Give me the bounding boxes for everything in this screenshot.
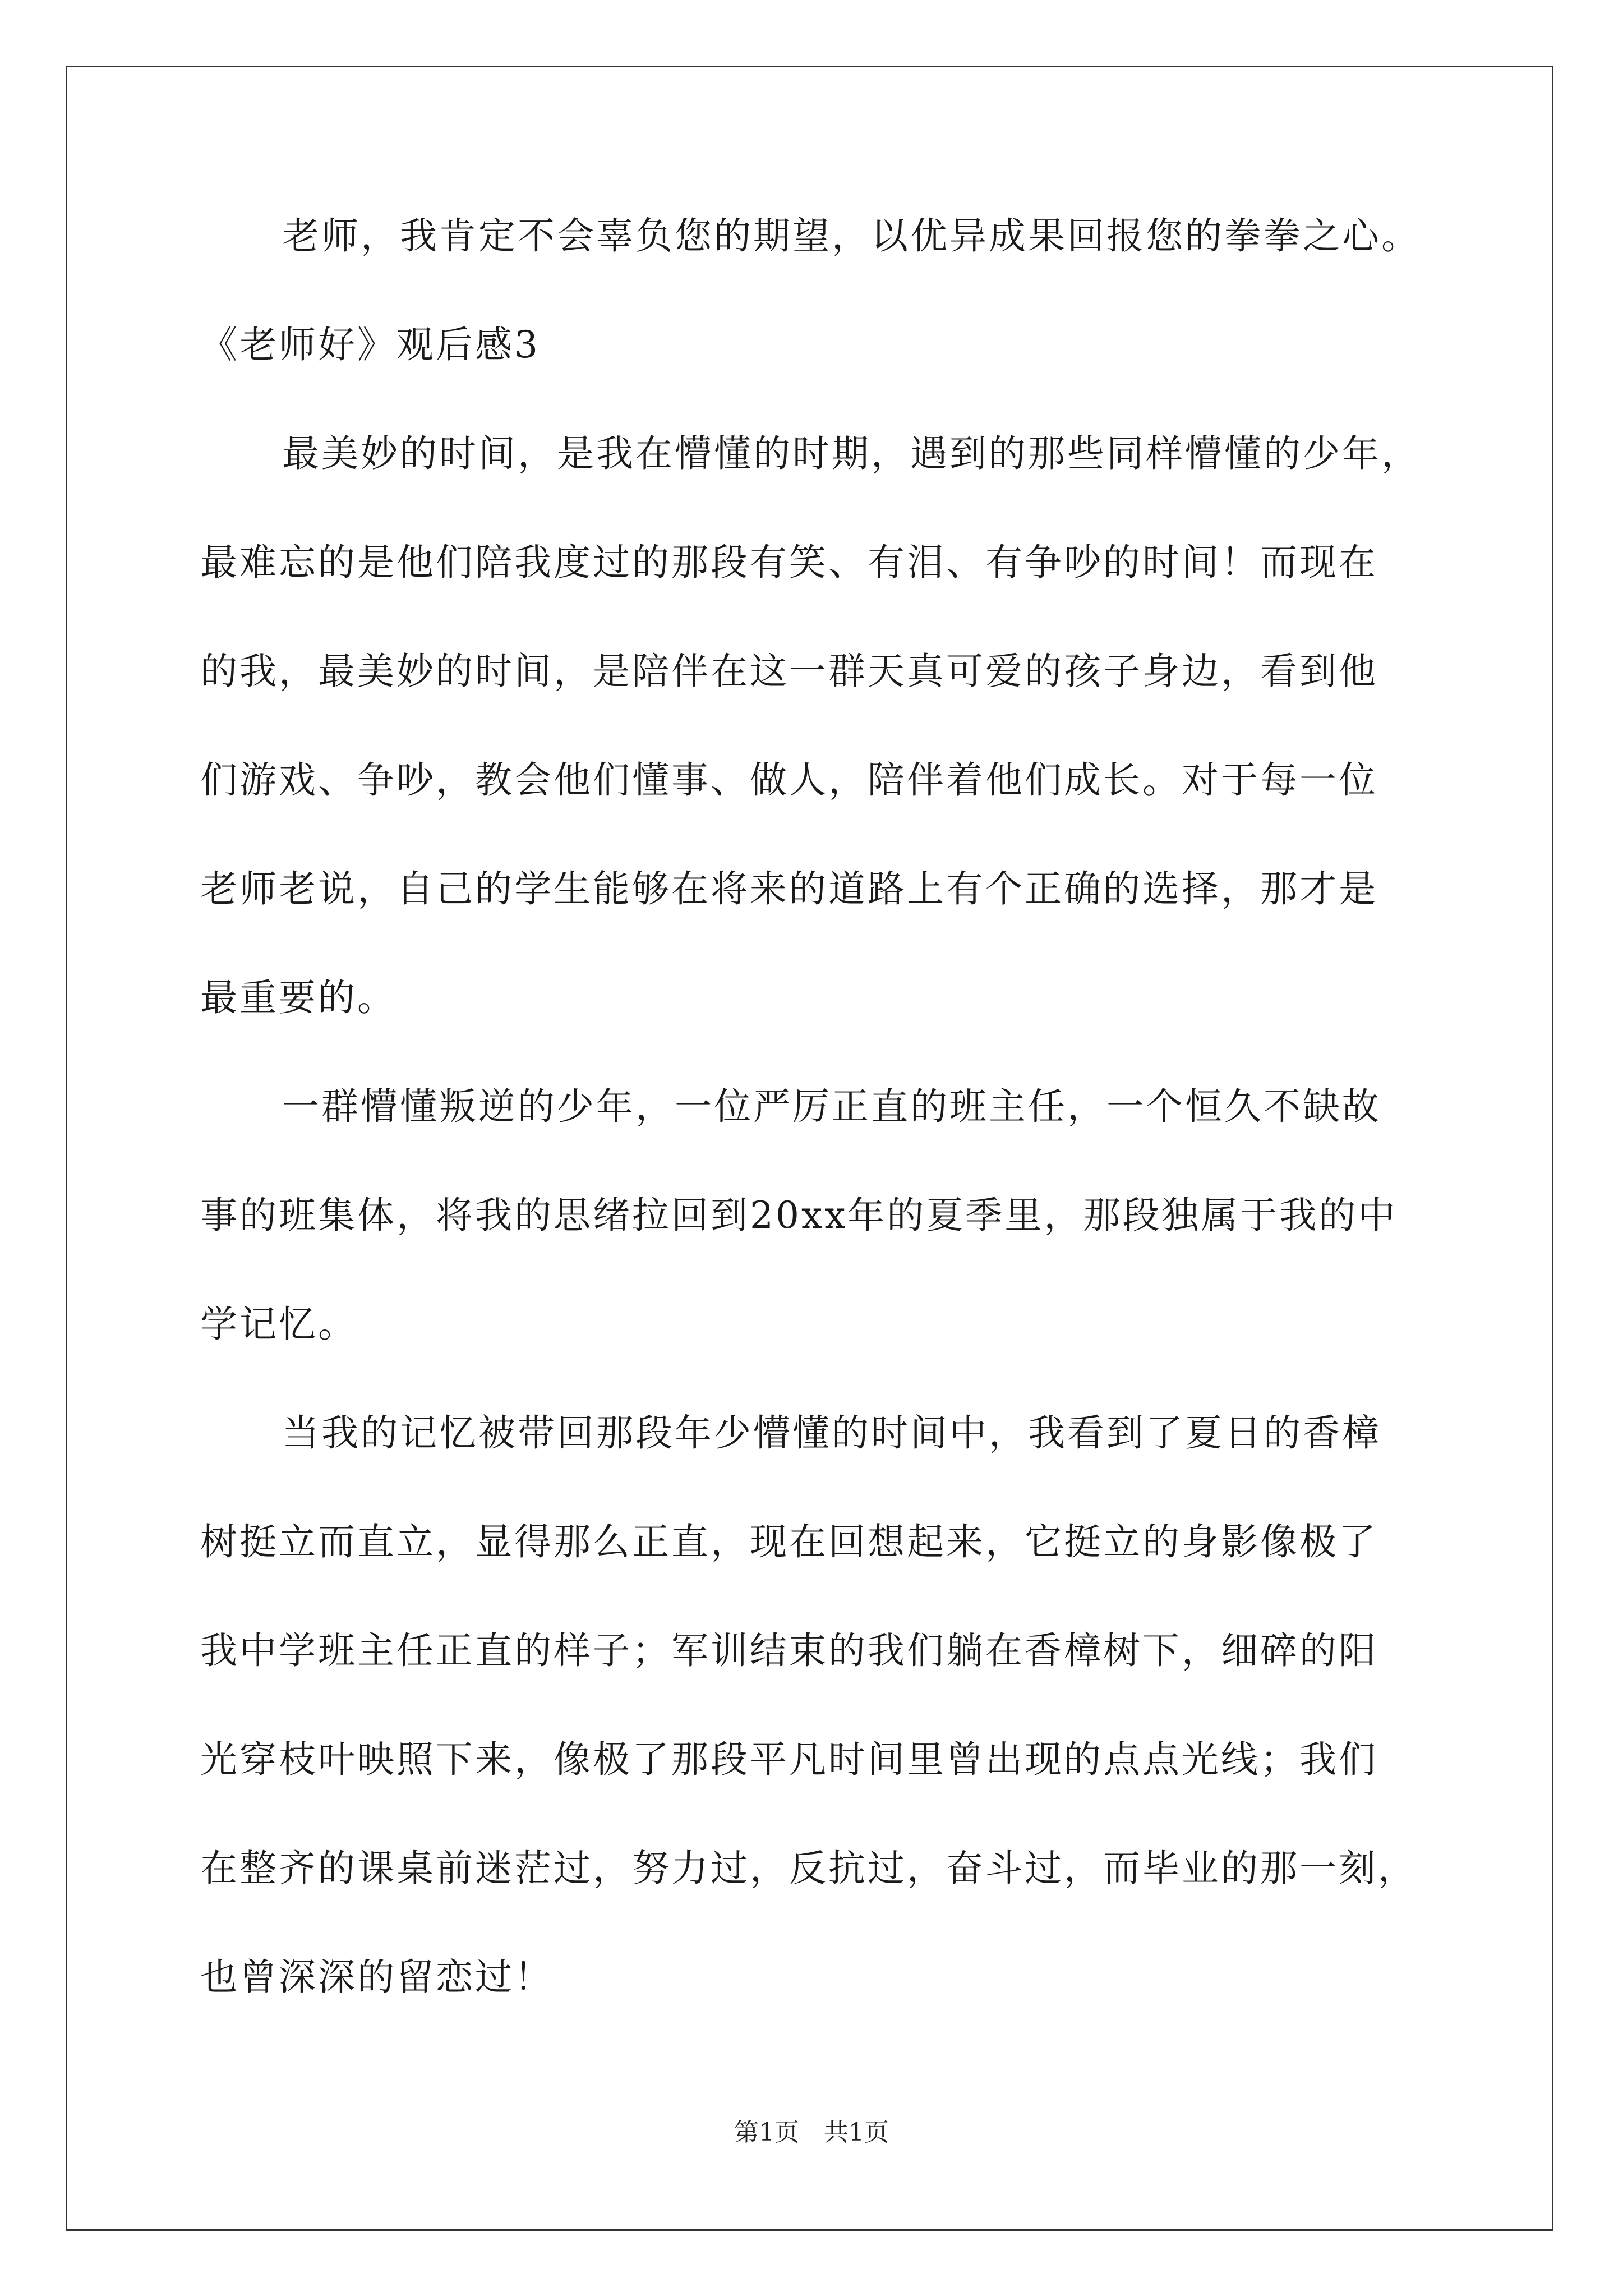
- text-line: 学记忆。: [200, 1303, 357, 1346]
- text-line: 树挺立而直立，显得那么正直，现在回想起来，它挺立的身影像极了: [200, 1520, 1378, 1563]
- text-line: 最美妙的时间，是我在懵懂的时期，遇到的那些同样懵懂的少年，: [282, 432, 1421, 475]
- text-line: 事的班集体，将我的思绪拉回到20xx年的夏季里，那段独属于我的中: [200, 1194, 1398, 1237]
- text-line: 在整齐的课桌前迷茫过，努力过，反抗过，奋斗过，而毕业的那一刻，: [200, 1847, 1417, 1890]
- document-body: [200, 209, 1423, 2059]
- section-title: 《老师好》观后感3: [200, 323, 540, 366]
- text-line: 当我的记忆被带回那段年少懵懂的时间中，我看到了夏日的香樟: [282, 1411, 1381, 1455]
- text-line: 一群懵懂叛逆的少年，一位严厉正直的班主任，一个恒久不缺故: [282, 1085, 1381, 1128]
- text-line: 最重要的。: [200, 976, 396, 1019]
- text-line: 的我，最美妙的时间，是陪伴在这一群天真可爱的孩子身边，看到他: [200, 650, 1378, 693]
- text-line: 老师老说，自己的学生能够在将来的道路上有个正确的选择，那才是: [200, 867, 1378, 910]
- text-line: 最难忘的是他们陪我度过的那段有笑、有泪、有争吵的时间！而现在: [200, 541, 1378, 584]
- text-line: 们游戏、争吵，教会他们懂事、做人，陪伴着他们成长。对于每一位: [200, 758, 1378, 802]
- text-line: 我中学班主任正直的样子；军训结束的我们躺在香樟树下，细碎的阳: [200, 1629, 1378, 1672]
- page-footer: 第1页 共1页: [734, 2118, 889, 2147]
- text-line: 也曾深深的留恋过！: [200, 1955, 554, 1999]
- text-line: 光穿枝叶映照下来，像极了那段平凡时间里曾出现的点点光线；我们: [200, 1738, 1378, 1781]
- text-line: 老师，我肯定不会辜负您的期望，以优异成果回报您的拳拳之心。: [282, 214, 1421, 257]
